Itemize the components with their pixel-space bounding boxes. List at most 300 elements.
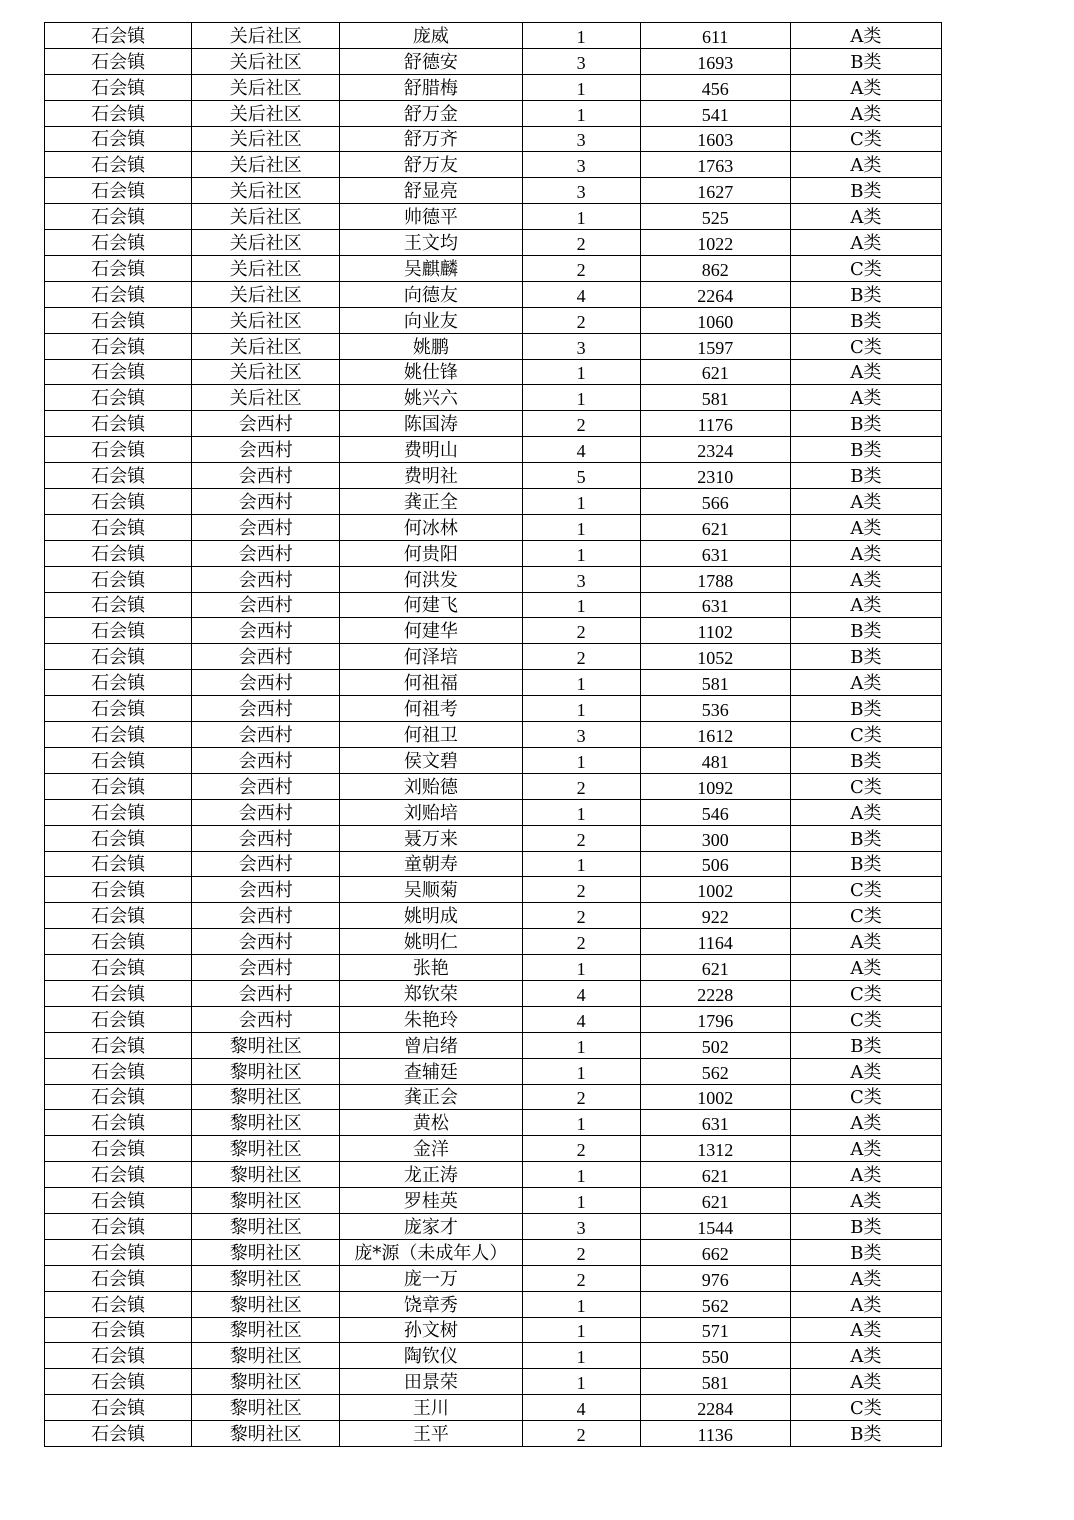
household-count-cell: 1 bbox=[522, 955, 640, 981]
amount-cell: 502 bbox=[640, 1032, 790, 1058]
household-count-cell: 1 bbox=[522, 385, 640, 411]
category-cell: C类 bbox=[790, 903, 941, 929]
town-cell: 石会镇 bbox=[45, 1213, 192, 1239]
household-count-cell: 4 bbox=[522, 1395, 640, 1421]
household-count-cell: 2 bbox=[522, 644, 640, 670]
village-cell: 关后社区 bbox=[192, 23, 340, 49]
name-cell: 田景荣 bbox=[340, 1369, 522, 1395]
household-count-cell: 1 bbox=[522, 1291, 640, 1317]
name-cell: 向德友 bbox=[340, 281, 522, 307]
village-cell: 关后社区 bbox=[192, 307, 340, 333]
table-row bbox=[45, 152, 942, 178]
town-cell: 石会镇 bbox=[45, 1317, 192, 1343]
town-cell: 石会镇 bbox=[45, 1110, 192, 1136]
amount-cell: 2264 bbox=[640, 281, 790, 307]
village-cell: 黎明社区 bbox=[192, 1188, 340, 1214]
category-cell: A类 bbox=[790, 489, 941, 515]
amount-cell: 1092 bbox=[640, 773, 790, 799]
village-cell: 黎明社区 bbox=[192, 1421, 340, 1447]
amount-cell: 631 bbox=[640, 540, 790, 566]
household-count-cell: 1 bbox=[522, 1188, 640, 1214]
household-count-cell: 1 bbox=[522, 670, 640, 696]
name-cell: 何洪发 bbox=[340, 566, 522, 592]
town-cell: 石会镇 bbox=[45, 514, 192, 540]
table-body bbox=[45, 23, 942, 1447]
village-cell: 关后社区 bbox=[192, 230, 340, 256]
town-cell: 石会镇 bbox=[45, 1162, 192, 1188]
amount-cell: 1164 bbox=[640, 929, 790, 955]
category-cell: A类 bbox=[790, 799, 941, 825]
town-cell: 石会镇 bbox=[45, 385, 192, 411]
town-cell: 石会镇 bbox=[45, 307, 192, 333]
household-count-cell: 4 bbox=[522, 437, 640, 463]
name-cell: 何祖福 bbox=[340, 670, 522, 696]
amount-cell: 1796 bbox=[640, 1006, 790, 1032]
village-cell: 会西村 bbox=[192, 644, 340, 670]
table-row bbox=[45, 437, 942, 463]
category-cell: A类 bbox=[790, 1343, 941, 1369]
household-count-cell: 4 bbox=[522, 1006, 640, 1032]
table-row bbox=[45, 333, 942, 359]
category-cell: A类 bbox=[790, 1317, 941, 1343]
table-row bbox=[45, 1421, 942, 1447]
household-count-cell: 2 bbox=[522, 929, 640, 955]
category-cell: A类 bbox=[790, 929, 941, 955]
village-cell: 会西村 bbox=[192, 411, 340, 437]
category-cell: A类 bbox=[790, 1162, 941, 1188]
household-count-cell: 2 bbox=[522, 1136, 640, 1162]
town-cell: 石会镇 bbox=[45, 929, 192, 955]
category-cell: A类 bbox=[790, 1110, 941, 1136]
table-row bbox=[45, 877, 942, 903]
category-cell: B类 bbox=[790, 1421, 941, 1447]
category-cell: A类 bbox=[790, 100, 941, 126]
amount-cell: 631 bbox=[640, 592, 790, 618]
table-row bbox=[45, 281, 942, 307]
town-cell: 石会镇 bbox=[45, 1369, 192, 1395]
category-cell: A类 bbox=[790, 592, 941, 618]
household-count-cell: 4 bbox=[522, 281, 640, 307]
table-row bbox=[45, 955, 942, 981]
name-cell: 姚鹏 bbox=[340, 333, 522, 359]
name-cell: 罗桂英 bbox=[340, 1188, 522, 1214]
town-cell: 石会镇 bbox=[45, 126, 192, 152]
village-cell: 会西村 bbox=[192, 489, 340, 515]
amount-cell: 525 bbox=[640, 204, 790, 230]
category-cell: B类 bbox=[790, 411, 941, 437]
amount-cell: 300 bbox=[640, 825, 790, 851]
table-row bbox=[45, 696, 942, 722]
village-cell: 会西村 bbox=[192, 566, 340, 592]
amount-cell: 922 bbox=[640, 903, 790, 929]
town-cell: 石会镇 bbox=[45, 851, 192, 877]
category-cell: B类 bbox=[790, 437, 941, 463]
table-row bbox=[45, 411, 942, 437]
amount-cell: 1022 bbox=[640, 230, 790, 256]
amount-cell: 541 bbox=[640, 100, 790, 126]
table-row bbox=[45, 126, 942, 152]
category-cell: B类 bbox=[790, 618, 941, 644]
village-cell: 黎明社区 bbox=[192, 1369, 340, 1395]
category-cell: C类 bbox=[790, 773, 941, 799]
name-cell: 舒万金 bbox=[340, 100, 522, 126]
category-cell: B类 bbox=[790, 696, 941, 722]
name-cell: 何祖考 bbox=[340, 696, 522, 722]
category-cell: B类 bbox=[790, 825, 941, 851]
table-row bbox=[45, 74, 942, 100]
category-cell: A类 bbox=[790, 1058, 941, 1084]
household-count-cell: 1 bbox=[522, 514, 640, 540]
table-row bbox=[45, 307, 942, 333]
town-cell: 石会镇 bbox=[45, 566, 192, 592]
village-cell: 会西村 bbox=[192, 463, 340, 489]
amount-cell: 456 bbox=[640, 74, 790, 100]
table-row bbox=[45, 1006, 942, 1032]
town-cell: 石会镇 bbox=[45, 747, 192, 773]
household-count-cell: 1 bbox=[522, 799, 640, 825]
household-count-cell: 5 bbox=[522, 463, 640, 489]
table-row bbox=[45, 1291, 942, 1317]
name-cell: 金洋 bbox=[340, 1136, 522, 1162]
town-cell: 石会镇 bbox=[45, 722, 192, 748]
table-row bbox=[45, 566, 942, 592]
village-cell: 会西村 bbox=[192, 592, 340, 618]
village-cell: 关后社区 bbox=[192, 256, 340, 282]
amount-cell: 1597 bbox=[640, 333, 790, 359]
household-count-cell: 1 bbox=[522, 23, 640, 49]
village-cell: 会西村 bbox=[192, 851, 340, 877]
town-cell: 石会镇 bbox=[45, 1291, 192, 1317]
category-cell: C类 bbox=[790, 126, 941, 152]
table-row bbox=[45, 1213, 942, 1239]
village-cell: 黎明社区 bbox=[192, 1395, 340, 1421]
household-count-cell: 2 bbox=[522, 825, 640, 851]
category-cell: B类 bbox=[790, 463, 941, 489]
name-cell: 舒德安 bbox=[340, 48, 522, 74]
table-row bbox=[45, 1084, 942, 1110]
amount-cell: 862 bbox=[640, 256, 790, 282]
amount-cell: 621 bbox=[640, 359, 790, 385]
household-count-cell: 4 bbox=[522, 980, 640, 1006]
name-cell: 向业友 bbox=[340, 307, 522, 333]
village-cell: 关后社区 bbox=[192, 359, 340, 385]
category-cell: A类 bbox=[790, 1291, 941, 1317]
village-cell: 黎明社区 bbox=[192, 1343, 340, 1369]
town-cell: 石会镇 bbox=[45, 100, 192, 126]
town-cell: 石会镇 bbox=[45, 411, 192, 437]
village-cell: 关后社区 bbox=[192, 333, 340, 359]
table-row bbox=[45, 644, 942, 670]
table-row bbox=[45, 929, 942, 955]
town-cell: 石会镇 bbox=[45, 23, 192, 49]
table-row bbox=[45, 1136, 942, 1162]
table-row bbox=[45, 1369, 942, 1395]
name-cell: 郑钦荣 bbox=[340, 980, 522, 1006]
household-count-cell: 3 bbox=[522, 566, 640, 592]
table-row bbox=[45, 980, 942, 1006]
amount-cell: 1102 bbox=[640, 618, 790, 644]
household-count-cell: 2 bbox=[522, 618, 640, 644]
household-count-cell: 1 bbox=[522, 747, 640, 773]
town-cell: 石会镇 bbox=[45, 333, 192, 359]
village-cell: 黎明社区 bbox=[192, 1058, 340, 1084]
amount-cell: 571 bbox=[640, 1317, 790, 1343]
village-cell: 会西村 bbox=[192, 540, 340, 566]
category-cell: C类 bbox=[790, 1084, 941, 1110]
amount-cell: 581 bbox=[640, 1369, 790, 1395]
amount-cell: 621 bbox=[640, 514, 790, 540]
name-cell: 孙文树 bbox=[340, 1317, 522, 1343]
name-cell: 饶章秀 bbox=[340, 1291, 522, 1317]
name-cell: 舒万友 bbox=[340, 152, 522, 178]
amount-cell: 562 bbox=[640, 1058, 790, 1084]
town-cell: 石会镇 bbox=[45, 696, 192, 722]
name-cell: 吴麒麟 bbox=[340, 256, 522, 282]
category-cell: A类 bbox=[790, 230, 941, 256]
amount-cell: 536 bbox=[640, 696, 790, 722]
household-count-cell: 3 bbox=[522, 48, 640, 74]
amount-cell: 621 bbox=[640, 1162, 790, 1188]
table-row bbox=[45, 1395, 942, 1421]
village-cell: 关后社区 bbox=[192, 178, 340, 204]
town-cell: 石会镇 bbox=[45, 1421, 192, 1447]
household-count-cell: 2 bbox=[522, 877, 640, 903]
amount-cell: 662 bbox=[640, 1239, 790, 1265]
village-cell: 会西村 bbox=[192, 903, 340, 929]
table-row bbox=[45, 1058, 942, 1084]
name-cell: 何泽培 bbox=[340, 644, 522, 670]
data-table bbox=[44, 22, 942, 1447]
name-cell: 庞一万 bbox=[340, 1265, 522, 1291]
town-cell: 石会镇 bbox=[45, 152, 192, 178]
table-row bbox=[45, 359, 942, 385]
name-cell: 刘贻培 bbox=[340, 799, 522, 825]
household-count-cell: 1 bbox=[522, 851, 640, 877]
village-cell: 关后社区 bbox=[192, 204, 340, 230]
name-cell: 何贵阳 bbox=[340, 540, 522, 566]
household-count-cell: 1 bbox=[522, 540, 640, 566]
table-row bbox=[45, 851, 942, 877]
village-cell: 黎明社区 bbox=[192, 1084, 340, 1110]
village-cell: 会西村 bbox=[192, 955, 340, 981]
name-cell: 姚明仁 bbox=[340, 929, 522, 955]
amount-cell: 1060 bbox=[640, 307, 790, 333]
category-cell: A类 bbox=[790, 385, 941, 411]
table-row bbox=[45, 540, 942, 566]
town-cell: 石会镇 bbox=[45, 256, 192, 282]
village-cell: 黎明社区 bbox=[192, 1317, 340, 1343]
household-count-cell: 2 bbox=[522, 773, 640, 799]
town-cell: 石会镇 bbox=[45, 1006, 192, 1032]
table-row bbox=[45, 514, 942, 540]
category-cell: C类 bbox=[790, 1395, 941, 1421]
name-cell: 何祖卫 bbox=[340, 722, 522, 748]
household-count-cell: 3 bbox=[522, 126, 640, 152]
village-cell: 会西村 bbox=[192, 825, 340, 851]
category-cell: C类 bbox=[790, 722, 941, 748]
table-row bbox=[45, 385, 942, 411]
village-cell: 会西村 bbox=[192, 747, 340, 773]
table-row bbox=[45, 825, 942, 851]
table-row bbox=[45, 1162, 942, 1188]
village-cell: 会西村 bbox=[192, 799, 340, 825]
table-row bbox=[45, 592, 942, 618]
town-cell: 石会镇 bbox=[45, 877, 192, 903]
town-cell: 石会镇 bbox=[45, 955, 192, 981]
amount-cell: 581 bbox=[640, 670, 790, 696]
town-cell: 石会镇 bbox=[45, 1136, 192, 1162]
category-cell: A类 bbox=[790, 359, 941, 385]
amount-cell: 2228 bbox=[640, 980, 790, 1006]
household-count-cell: 1 bbox=[522, 74, 640, 100]
amount-cell: 562 bbox=[640, 1291, 790, 1317]
table-row bbox=[45, 100, 942, 126]
village-cell: 会西村 bbox=[192, 929, 340, 955]
town-cell: 石会镇 bbox=[45, 48, 192, 74]
town-cell: 石会镇 bbox=[45, 644, 192, 670]
household-count-cell: 1 bbox=[522, 204, 640, 230]
amount-cell: 976 bbox=[640, 1265, 790, 1291]
category-cell: C类 bbox=[790, 877, 941, 903]
name-cell: 张艳 bbox=[340, 955, 522, 981]
household-count-cell: 1 bbox=[522, 1317, 640, 1343]
name-cell: 侯文碧 bbox=[340, 747, 522, 773]
amount-cell: 631 bbox=[640, 1110, 790, 1136]
table-row bbox=[45, 773, 942, 799]
category-cell: B类 bbox=[790, 48, 941, 74]
table-row bbox=[45, 1188, 942, 1214]
amount-cell: 546 bbox=[640, 799, 790, 825]
amount-cell: 621 bbox=[640, 955, 790, 981]
household-count-cell: 2 bbox=[522, 307, 640, 333]
category-cell: A类 bbox=[790, 540, 941, 566]
table-row bbox=[45, 48, 942, 74]
amount-cell: 481 bbox=[640, 747, 790, 773]
village-cell: 关后社区 bbox=[192, 48, 340, 74]
household-count-cell: 3 bbox=[522, 178, 640, 204]
category-cell: A类 bbox=[790, 23, 941, 49]
category-cell: C类 bbox=[790, 333, 941, 359]
table-row bbox=[45, 1110, 942, 1136]
amount-cell: 581 bbox=[640, 385, 790, 411]
town-cell: 石会镇 bbox=[45, 463, 192, 489]
village-cell: 黎明社区 bbox=[192, 1110, 340, 1136]
table-row bbox=[45, 230, 942, 256]
name-cell: 查辅廷 bbox=[340, 1058, 522, 1084]
village-cell: 黎明社区 bbox=[192, 1032, 340, 1058]
table-row bbox=[45, 256, 942, 282]
household-count-cell: 1 bbox=[522, 1110, 640, 1136]
village-cell: 黎明社区 bbox=[192, 1213, 340, 1239]
category-cell: B类 bbox=[790, 1213, 941, 1239]
town-cell: 石会镇 bbox=[45, 489, 192, 515]
household-count-cell: 1 bbox=[522, 696, 640, 722]
name-cell: 王川 bbox=[340, 1395, 522, 1421]
town-cell: 石会镇 bbox=[45, 204, 192, 230]
amount-cell: 1544 bbox=[640, 1213, 790, 1239]
village-cell: 黎明社区 bbox=[192, 1162, 340, 1188]
village-cell: 关后社区 bbox=[192, 126, 340, 152]
town-cell: 石会镇 bbox=[45, 799, 192, 825]
table-row bbox=[45, 23, 942, 49]
household-count-cell: 1 bbox=[522, 1343, 640, 1369]
household-count-cell: 3 bbox=[522, 152, 640, 178]
name-cell: 庞威 bbox=[340, 23, 522, 49]
amount-cell: 1052 bbox=[640, 644, 790, 670]
name-cell: 黄松 bbox=[340, 1110, 522, 1136]
amount-cell: 1788 bbox=[640, 566, 790, 592]
category-cell: A类 bbox=[790, 566, 941, 592]
household-count-cell: 1 bbox=[522, 359, 640, 385]
town-cell: 石会镇 bbox=[45, 592, 192, 618]
category-cell: A类 bbox=[790, 74, 941, 100]
table-row bbox=[45, 618, 942, 644]
town-cell: 石会镇 bbox=[45, 825, 192, 851]
amount-cell: 2284 bbox=[640, 1395, 790, 1421]
name-cell: 庞*源（未成年人） bbox=[340, 1239, 522, 1265]
household-count-cell: 1 bbox=[522, 1032, 640, 1058]
table-row bbox=[45, 489, 942, 515]
category-cell: A类 bbox=[790, 670, 941, 696]
category-cell: B类 bbox=[790, 747, 941, 773]
name-cell: 刘贻德 bbox=[340, 773, 522, 799]
name-cell: 曾启绪 bbox=[340, 1032, 522, 1058]
table-row bbox=[45, 799, 942, 825]
category-cell: B类 bbox=[790, 1032, 941, 1058]
amount-cell: 2310 bbox=[640, 463, 790, 489]
amount-cell: 1763 bbox=[640, 152, 790, 178]
village-cell: 会西村 bbox=[192, 670, 340, 696]
name-cell: 姚兴六 bbox=[340, 385, 522, 411]
amount-cell: 1002 bbox=[640, 877, 790, 903]
village-cell: 关后社区 bbox=[192, 281, 340, 307]
name-cell: 何冰林 bbox=[340, 514, 522, 540]
town-cell: 石会镇 bbox=[45, 1032, 192, 1058]
town-cell: 石会镇 bbox=[45, 1265, 192, 1291]
village-cell: 会西村 bbox=[192, 773, 340, 799]
category-cell: A类 bbox=[790, 514, 941, 540]
household-count-cell: 2 bbox=[522, 256, 640, 282]
name-cell: 王平 bbox=[340, 1421, 522, 1447]
household-count-cell: 2 bbox=[522, 411, 640, 437]
village-cell: 会西村 bbox=[192, 696, 340, 722]
table-row bbox=[45, 1265, 942, 1291]
category-cell: A类 bbox=[790, 1369, 941, 1395]
name-cell: 聂万来 bbox=[340, 825, 522, 851]
town-cell: 石会镇 bbox=[45, 1239, 192, 1265]
household-count-cell: 2 bbox=[522, 1421, 640, 1447]
household-count-cell: 2 bbox=[522, 230, 640, 256]
name-cell: 何建飞 bbox=[340, 592, 522, 618]
town-cell: 石会镇 bbox=[45, 359, 192, 385]
table-row bbox=[45, 178, 942, 204]
name-cell: 姚明成 bbox=[340, 903, 522, 929]
name-cell: 童朝寿 bbox=[340, 851, 522, 877]
town-cell: 石会镇 bbox=[45, 1395, 192, 1421]
category-cell: A类 bbox=[790, 1136, 941, 1162]
category-cell: C类 bbox=[790, 980, 941, 1006]
category-cell: C类 bbox=[790, 256, 941, 282]
household-count-cell: 2 bbox=[522, 903, 640, 929]
town-cell: 石会镇 bbox=[45, 1084, 192, 1110]
household-count-cell: 1 bbox=[522, 1162, 640, 1188]
household-count-cell: 3 bbox=[522, 333, 640, 359]
table-row bbox=[45, 722, 942, 748]
amount-cell: 1627 bbox=[640, 178, 790, 204]
household-count-cell: 1 bbox=[522, 1369, 640, 1395]
town-cell: 石会镇 bbox=[45, 281, 192, 307]
amount-cell: 1612 bbox=[640, 722, 790, 748]
